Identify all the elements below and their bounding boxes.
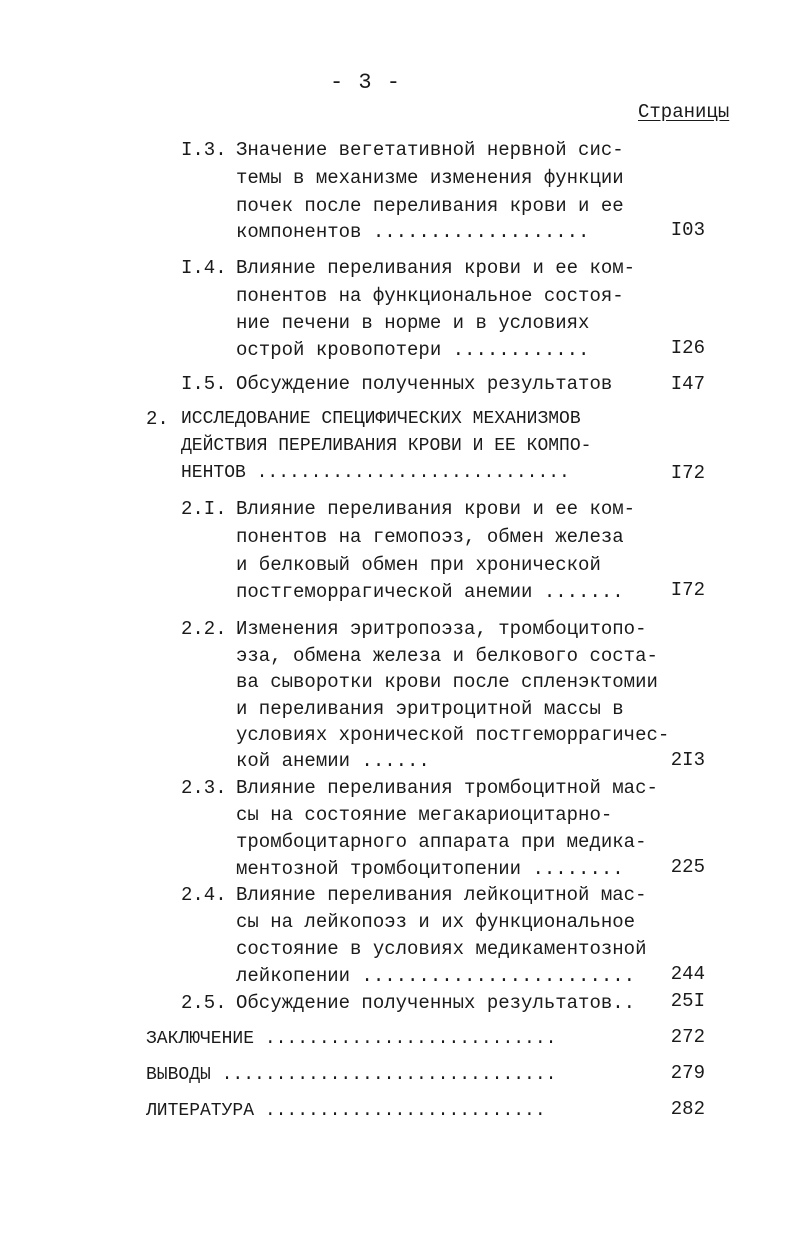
entry-line: Значение вегетативной нервной сис- <box>236 139 624 161</box>
entry-page: 25I <box>670 990 705 1012</box>
entry-line: сы на лейкопоэз и их функциональное <box>236 911 636 933</box>
entry-page: 225 <box>670 856 705 878</box>
entry-number: 2. <box>146 408 169 430</box>
entry-line: ДЕЙСТВИЯ ПЕРЕЛИВАНИЯ КРОВИ И ЕЕ КОМПО- <box>181 436 592 456</box>
entry-line: условиях хронической постгеморрагичес- <box>236 724 670 746</box>
entry-line: Влияние переливания крови и ее ком- <box>236 257 636 279</box>
entry-line: темы в механизме изменения функции <box>236 167 624 189</box>
entry-line: Влияние переливания тромбоцитной мас- <box>236 777 658 799</box>
entry-page: 279 <box>670 1062 705 1084</box>
entry-page: I72 <box>670 579 705 601</box>
entry-line: постгеморрагической анемии ....... <box>236 581 624 603</box>
entry-line: Влияние переливания крови и ее ком- <box>236 498 636 520</box>
entry-line: понентов на гемопоэз, обмен железа <box>236 526 624 548</box>
entry-line: ЛИТЕРАТУРА .......................... <box>146 1101 546 1121</box>
entry-number: 2.4. <box>181 884 227 906</box>
entry-line: состояние в условиях медикаментозной <box>236 938 647 960</box>
entry-number: 2.3. <box>181 777 227 799</box>
entry-line: Изменения эритропоэза, тромбоцитопо- <box>236 618 647 640</box>
entry-line: Влияние переливания лейкоцитной мас- <box>236 884 647 906</box>
entry-number: 2.2. <box>181 618 227 640</box>
entry-line: ментозной тромбоцитопении ........ <box>236 858 624 880</box>
entry-line: и белковый обмен при хронической <box>236 554 601 576</box>
entry-line: эза, обмена железа и белкового соста- <box>236 645 658 667</box>
entry-page: I03 <box>670 219 705 241</box>
entry-number: I.5. <box>181 373 227 395</box>
entry-line: Обсуждение полученных результатов <box>236 373 613 395</box>
entry-line: тромбоцитарного аппарата при медика- <box>236 831 647 853</box>
entry-number: I.4. <box>181 257 227 279</box>
entry-page: 2I3 <box>670 749 705 771</box>
entry-page: 282 <box>670 1098 705 1120</box>
entry-line: почек после переливания крови и ее <box>236 195 624 217</box>
entry-line: лейкопении ........................ <box>236 965 636 987</box>
page-number: - 3 - <box>330 70 402 95</box>
entry-page: I72 <box>670 462 705 484</box>
entry-line: и переливания эритроцитной массы в <box>236 698 624 720</box>
entry-line: острой кровопотери ............ <box>236 339 590 361</box>
entry-line: ва сыворотки крови после спленэктомии <box>236 671 658 693</box>
entry-line: сы на состояние мегакариоцитарно- <box>236 804 613 826</box>
entry-line: Обсуждение полученных результатов.. <box>236 992 636 1014</box>
entry-line: кой анемии ...... <box>236 750 430 772</box>
entry-line: ВЫВОДЫ ............................... <box>146 1065 557 1085</box>
entry-line: понентов на функциональное состоя- <box>236 285 624 307</box>
entry-line: НЕНТОВ ............................. <box>181 463 570 483</box>
entry-number: 2.5. <box>181 992 227 1014</box>
entry-line: ИССЛЕДОВАНИЕ СПЕЦИФИЧЕСКИХ МЕХАНИЗМОВ <box>181 409 581 429</box>
entry-line: ЗАКЛЮЧЕНИЕ ........................... <box>146 1029 557 1049</box>
entry-line: ние печени в норме и в условиях <box>236 312 590 334</box>
entry-page: 272 <box>670 1026 705 1048</box>
entry-number: I.3. <box>181 139 227 161</box>
entry-page: 244 <box>670 963 705 985</box>
entry-number: 2.I. <box>181 498 227 520</box>
pages-column-header: Страницы <box>638 101 730 123</box>
entry-page: I47 <box>670 373 705 395</box>
entry-line: компонентов ................... <box>236 221 590 243</box>
entry-page: I26 <box>670 337 705 359</box>
